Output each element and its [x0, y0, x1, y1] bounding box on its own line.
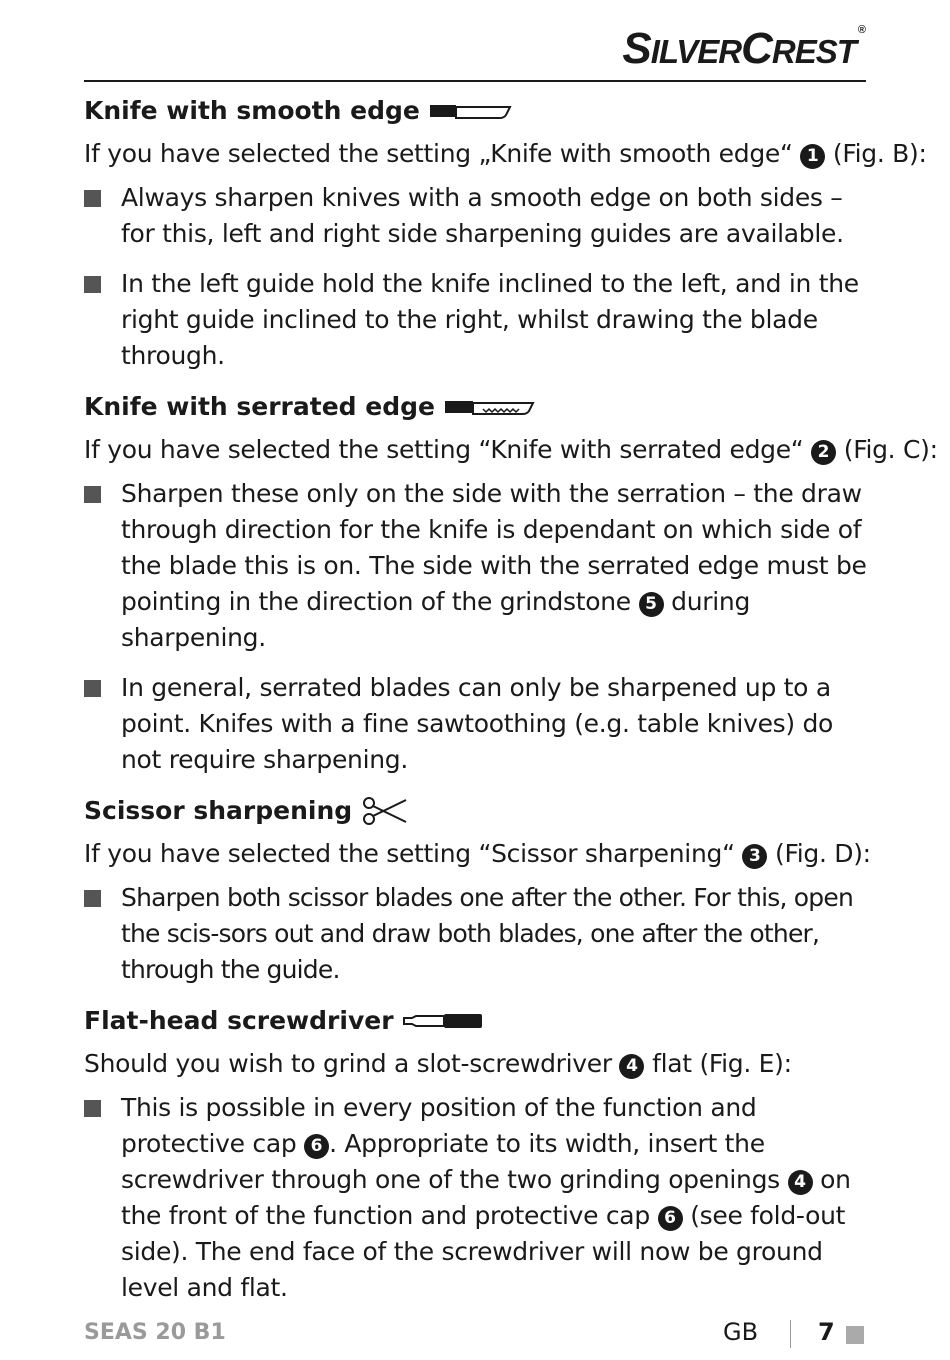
section-serrated-edge — [84, 388, 938, 778]
bullet-list-scissor — [84, 880, 874, 988]
ref-number-1: 1 — [800, 144, 825, 169]
bullet-list-smooth — [84, 180, 874, 374]
screwdriver-icon — [402, 1011, 486, 1031]
smooth-knife-icon — [428, 101, 514, 121]
list-item: Sharpen both scissor blades one after the other. For this, open the scis-sors out and draw both blades, one after the other, through the guide. — [84, 880, 874, 988]
section-screwdriver — [84, 1002, 874, 1306]
brand-logo: SILVERCREST® — [622, 24, 865, 73]
bullet-square-icon — [84, 190, 101, 207]
bullet-square-icon — [84, 890, 101, 907]
bullet-list-screwdriver — [84, 1090, 874, 1306]
list-item: Always sharpen knives with a smooth edge on both sides – for this, left and right side sharpening guides are available. — [84, 180, 874, 252]
bullet-square-icon — [84, 680, 101, 697]
header-rule — [84, 80, 866, 82]
ref-number-3: 3 — [742, 844, 767, 869]
ref-number-6: 6 — [658, 1206, 683, 1231]
section-smooth-edge — [84, 92, 927, 374]
footer-divider — [790, 1320, 791, 1348]
ref-number-4: 4 — [788, 1170, 813, 1195]
intro-screwdriver: Should you wish to grind a slot-screwdriver 4 flat (Fig. E): — [84, 1049, 792, 1078]
intro-serrated-edge: If you have selected the setting “Knife with serrated edge“ 2 (Fig. C): — [84, 435, 938, 464]
page-number: 7 — [818, 1318, 835, 1346]
list-item: In general, serrated blades can only be sharpened up to a point. Knifes with a fine sawtoothing (e.g. table knives) do not require sharpening. — [84, 670, 874, 778]
page-content — [84, 92, 938, 1320]
ref-number-6: 6 — [304, 1134, 329, 1159]
serrated-knife-icon — [443, 397, 537, 417]
bullet-square-icon — [84, 276, 101, 293]
heading-smooth-edge — [84, 92, 874, 130]
heading-scissor — [84, 792, 874, 830]
footer-square-icon — [846, 1326, 864, 1344]
intro-scissor: If you have selected the setting “Scissor sharpening“ 3 (Fig. D): — [84, 839, 871, 868]
footer-language: GB — [723, 1318, 759, 1346]
heading-serrated-edge — [84, 388, 874, 426]
heading-screwdriver — [84, 1002, 874, 1040]
section-scissor — [84, 792, 874, 988]
ref-number-5: 5 — [639, 592, 664, 617]
ref-number-4: 4 — [619, 1054, 644, 1079]
scissors-icon — [360, 794, 408, 828]
bullet-square-icon — [84, 1100, 101, 1117]
footer-model: SEAS 20 B1 — [84, 1320, 226, 1345]
bullet-square-icon — [84, 486, 101, 503]
list-item: This is possible in every position of the function and protective cap 6 . Appropriate to its width, insert the screwdriver through one of the two grinding openings 4 on the front of the function and protective cap 6 (see fold-out side). The end face of the screwdriver will now be ground level and flat. — [84, 1090, 874, 1306]
ref-number-2: 2 — [811, 440, 836, 465]
heading-text: Scissor sharpening — [84, 796, 353, 825]
list-item: In the left guide hold the knife inclined to the left, and in the right guide inclined to the right, whilst drawing the blade through. — [84, 266, 874, 374]
heading-text: Knife with smooth edge — [84, 96, 420, 125]
bullet-list-serrated — [84, 476, 874, 778]
intro-smooth-edge: If you have selected the setting „Knife with smooth edge“ 1 (Fig. B): — [84, 139, 927, 168]
list-item: Sharpen these only on the side with the serration – the draw through direction for the knife is dependant on which side of the blade this is on. The side with the serrated edge must be pointing in the direction of the grindstone 5 during sharpening. — [84, 476, 874, 656]
heading-text: Knife with serrated edge — [84, 392, 435, 421]
heading-text: Flat-head screwdriver — [84, 1006, 394, 1035]
